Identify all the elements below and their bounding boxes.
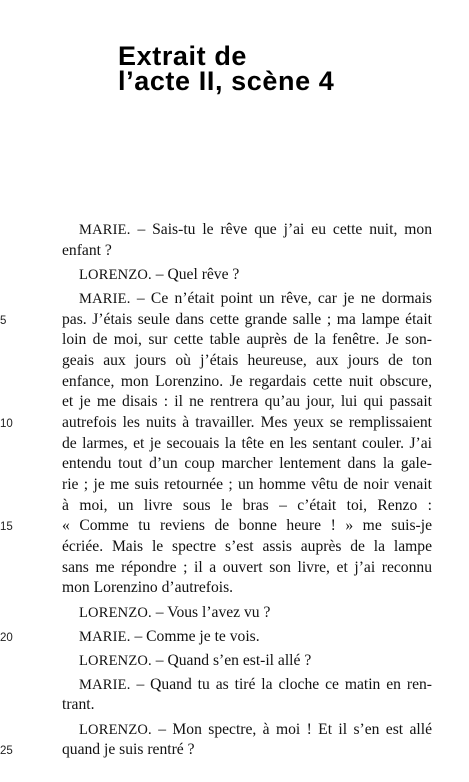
line-number: 10 xyxy=(0,417,13,430)
line-text: et je me disais : il ne rentrera qu’au jour, lui qui passait xyxy=(62,393,432,411)
dialogue-text xyxy=(0,220,432,761)
title-line-1: Extrait de xyxy=(118,41,248,71)
line-text: – Mon spectre, à moi ! Et il s’en est allé xyxy=(151,720,432,738)
text-line xyxy=(62,720,432,741)
line-text: – Comme je te vois. xyxy=(130,627,260,645)
line-text: – Quel rêve ? xyxy=(151,265,240,283)
text-line xyxy=(62,372,432,393)
speaker-name: MARIE. xyxy=(79,628,131,645)
line-text: pas. J’étais seule dans cette grande salle ; ma lampe était xyxy=(62,310,432,328)
line-text: enfant ? xyxy=(62,241,112,259)
text-line xyxy=(62,651,432,672)
text-line xyxy=(62,351,432,372)
text-line xyxy=(62,454,432,475)
text-line xyxy=(0,413,432,434)
line-text: « Comme tu reviens de bonne heure ! » me suis-je xyxy=(62,517,432,535)
line-text: autrefois les nuits à travailler. Mes yeux se remplissaient xyxy=(62,413,432,431)
speaker-name: LORENZO. xyxy=(79,604,152,621)
text-line xyxy=(0,310,432,331)
text-line xyxy=(0,627,432,648)
line-text: loin de moi, sur cette table auprès de la fenêtre. Je son- xyxy=(62,331,432,349)
text-line xyxy=(62,578,432,599)
line-text: – Quand tu as tiré la cloche ce matin en ren- xyxy=(130,675,432,693)
line-text: écriée. Mais le spectre s’est assis auprès de la lampe xyxy=(62,538,432,556)
line-text: – Quand s’en est-il allé ? xyxy=(151,651,312,669)
line-number: 5 xyxy=(0,314,7,327)
speaker-name: LORENZO. xyxy=(79,721,152,738)
text-line xyxy=(62,434,432,455)
text-line xyxy=(62,695,432,716)
line-text: – Sais-tu le rêve que j’ai eu cette nuit, mon xyxy=(130,221,432,238)
speaker-name: MARIE. xyxy=(79,222,131,238)
line-text: quand je suis rentré ? xyxy=(62,741,195,759)
line-number: 25 xyxy=(0,745,13,758)
line-text: à moi, un livre sous le bras – c’était toi, Renzo : xyxy=(62,496,432,514)
line-number: 20 xyxy=(0,631,13,644)
text-line xyxy=(62,241,432,262)
title-line-2: l’acte II, scène 4 xyxy=(118,66,335,96)
text-line xyxy=(62,675,432,696)
text-line xyxy=(62,603,432,624)
speaker-name: MARIE. xyxy=(79,290,131,307)
text-line xyxy=(62,220,432,241)
line-text: – Ce n’était point un rêve, car je ne dormais xyxy=(130,289,432,307)
text-line xyxy=(0,516,432,537)
line-number: 15 xyxy=(0,521,13,534)
line-text: – Vous l’avez vu ? xyxy=(151,603,271,621)
line-text: enfance, mon Lorenzino. Je regardais cette nuit obscure, xyxy=(62,372,432,390)
text-line xyxy=(62,496,432,517)
text-line xyxy=(62,330,432,351)
text-line xyxy=(0,740,432,761)
page-title xyxy=(118,41,335,96)
text-line xyxy=(62,537,432,558)
line-text: trant. xyxy=(62,696,95,714)
line-text: sans me répondre ; il a ouvert son livre, et j’ai reconnu xyxy=(62,558,432,576)
text-line xyxy=(62,289,432,310)
text-line xyxy=(62,475,432,496)
line-text: geais aux jours où j’étais heureuse, aux jours de ton xyxy=(62,351,432,369)
text-line xyxy=(62,392,432,413)
line-text: de larmes, et je secouais la tête en les sentant couler. J’ai xyxy=(62,434,432,452)
line-text: rie ; je me suis retournée ; un homme vêtu de noir venait xyxy=(62,476,432,494)
speaker-name: LORENZO. xyxy=(79,266,152,283)
line-text: mon Lorenzino d’autrefois. xyxy=(62,579,234,597)
text-line xyxy=(62,265,432,286)
text-line xyxy=(62,558,432,579)
speaker-name: LORENZO. xyxy=(79,652,152,669)
speaker-name: MARIE. xyxy=(79,676,131,693)
line-text: entendu tout d’un coup marcher lentement dans la gale- xyxy=(62,455,432,473)
